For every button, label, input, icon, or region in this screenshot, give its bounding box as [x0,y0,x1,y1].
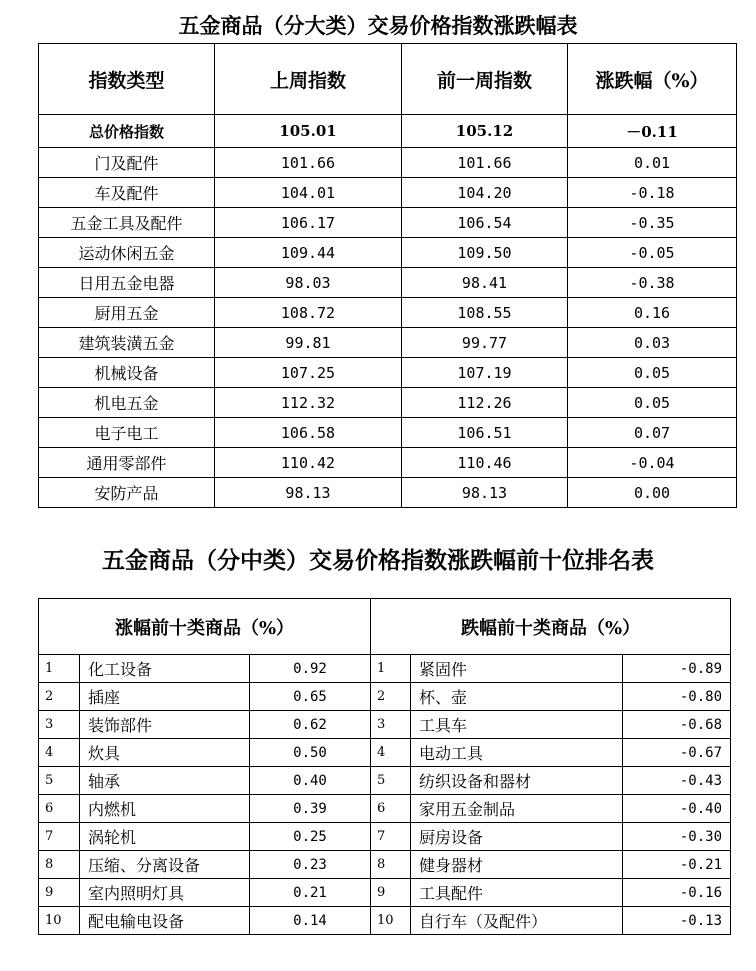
loser-name: 厨房设备 [411,823,623,851]
table-row [39,795,731,823]
gainer-value: 0.40 [250,767,371,795]
change-cell: -0.35 [568,208,737,238]
table-row [39,238,737,268]
loser-name: 家用五金制品 [411,795,623,823]
gainer-rank: 10 [39,907,80,935]
loser-name: 杯、壶 [411,683,623,711]
table1-title: 五金商品（分大类）交易价格指数涨跌幅表 [178,13,578,38]
prev-week-cell: 104.20 [402,178,568,208]
header-top-losers: 跌幅前十类商品（%） [371,599,731,655]
gainer-value: 0.25 [250,823,371,851]
loser-rank: 7 [371,823,411,851]
index-type-cell: 机电五金 [39,388,215,418]
table-row [39,298,737,328]
loser-value: -0.43 [623,767,731,795]
table-row [39,851,731,879]
gainer-value: 0.23 [250,851,371,879]
last-week-cell: 106.58 [215,418,402,448]
total-change: －0.11 [568,115,737,148]
gainer-name: 内燃机 [80,795,250,823]
prev-week-cell: 98.13 [402,478,568,508]
total-index-row [39,115,737,148]
index-type-cell: 运动休闲五金 [39,238,215,268]
last-week-cell: 110.42 [215,448,402,478]
table2-body [39,655,731,935]
prev-week-cell: 108.55 [402,298,568,328]
last-week-cell: 106.17 [215,208,402,238]
gainer-rank: 8 [39,851,80,879]
table-row [39,767,731,795]
prev-week-cell: 101.66 [402,148,568,178]
header-last-week: 上周指数 [215,44,402,115]
table-row [39,178,737,208]
loser-name: 健身器材 [411,851,623,879]
index-type-cell: 门及配件 [39,148,215,178]
gainer-value: 0.92 [250,655,371,683]
prev-week-cell: 99.77 [402,328,568,358]
loser-value: -0.67 [623,739,731,767]
change-cell: 0.03 [568,328,737,358]
loser-name: 工具配件 [411,879,623,907]
table2-header-row [39,599,731,655]
table-row [39,148,737,178]
index-type-cell: 厨用五金 [39,298,215,328]
total-index-label: 总价格指数 [39,115,215,148]
last-week-cell: 112.32 [215,388,402,418]
gainer-name: 涡轮机 [80,823,250,851]
gainer-rank: 3 [39,711,80,739]
index-type-cell: 安防产品 [39,478,215,508]
table-row [39,358,737,388]
table-row [39,328,737,358]
prev-week-cell: 107.19 [402,358,568,388]
loser-rank: 1 [371,655,411,683]
index-type-cell: 五金工具及配件 [39,208,215,238]
change-cell: 0.05 [568,388,737,418]
table2-title: 五金商品（分中类）交易价格指数涨跌幅前十位排名表 [102,547,654,574]
loser-rank: 10 [371,907,411,935]
table-row [39,478,737,508]
gainer-rank: 4 [39,739,80,767]
gainer-value: 0.39 [250,795,371,823]
loser-value: -0.68 [623,711,731,739]
change-cell: 0.16 [568,298,737,328]
change-cell: 0.05 [568,358,737,388]
index-type-cell: 日用五金电器 [39,268,215,298]
index-type-cell: 建筑装潢五金 [39,328,215,358]
gainer-rank: 9 [39,879,80,907]
loser-value: -0.16 [623,879,731,907]
index-type-cell: 车及配件 [39,178,215,208]
total-prev-week: 105.12 [402,115,568,148]
gainer-name: 炊具 [80,739,250,767]
gainer-rank: 7 [39,823,80,851]
gainer-name: 轴承 [80,767,250,795]
loser-rank: 9 [371,879,411,907]
gainer-name: 配电输电设备 [80,907,250,935]
header-change: 涨跌幅（%） [568,44,737,115]
header-prev-week: 前一周指数 [402,44,568,115]
index-type-cell: 电子电工 [39,418,215,448]
gainer-value: 0.65 [250,683,371,711]
prev-week-cell: 110.46 [402,448,568,478]
loser-rank: 2 [371,683,411,711]
table-row [39,208,737,238]
loser-name: 紧固件 [411,655,623,683]
loser-value: -0.21 [623,851,731,879]
table-row [39,655,731,683]
prev-week-cell: 98.41 [402,268,568,298]
prev-week-cell: 109.50 [402,238,568,268]
change-cell: -0.05 [568,238,737,268]
gainer-rank: 5 [39,767,80,795]
table-row [39,388,737,418]
gainer-rank: 1 [39,655,80,683]
ranking-table [38,598,731,935]
change-cell: -0.38 [568,268,737,298]
loser-value: -0.30 [623,823,731,851]
loser-value: -0.40 [623,795,731,823]
table-row [39,739,731,767]
index-type-cell: 机械设备 [39,358,215,388]
last-week-cell: 99.81 [215,328,402,358]
loser-rank: 5 [371,767,411,795]
loser-rank: 4 [371,739,411,767]
gainer-rank: 2 [39,683,80,711]
table1-header-row [39,44,737,115]
loser-value: -0.80 [623,683,731,711]
loser-rank: 8 [371,851,411,879]
table-row [39,268,737,298]
change-cell: 0.00 [568,478,737,508]
last-week-cell: 98.03 [215,268,402,298]
loser-value: -0.89 [623,655,731,683]
gainer-name: 化工设备 [80,655,250,683]
change-cell: -0.18 [568,178,737,208]
loser-rank: 6 [371,795,411,823]
table-row [39,448,737,478]
gainer-name: 压缩、分离设备 [80,851,250,879]
loser-rank: 3 [371,711,411,739]
index-type-cell: 通用零部件 [39,448,215,478]
loser-name: 电动工具 [411,739,623,767]
header-index-type: 指数类型 [39,44,215,115]
table-row [39,711,731,739]
table1-body [39,115,737,508]
loser-value: -0.13 [623,907,731,935]
last-week-cell: 104.01 [215,178,402,208]
loser-name: 工具车 [411,711,623,739]
prev-week-cell: 106.54 [402,208,568,238]
loser-name: 纺织设备和器材 [411,767,623,795]
gainer-value: 0.14 [250,907,371,935]
last-week-cell: 101.66 [215,148,402,178]
gainer-rank: 6 [39,795,80,823]
header-top-gainers: 涨幅前十类商品（%） [39,599,371,655]
table-row [39,907,731,935]
prev-week-cell: 112.26 [402,388,568,418]
change-cell: 0.07 [568,418,737,448]
gainer-name: 插座 [80,683,250,711]
change-cell: 0.01 [568,148,737,178]
last-week-cell: 98.13 [215,478,402,508]
total-last-week: 105.01 [215,115,402,148]
last-week-cell: 108.72 [215,298,402,328]
table-row [39,683,731,711]
prev-week-cell: 106.51 [402,418,568,448]
gainer-value: 0.21 [250,879,371,907]
loser-name: 自行车（及配件） [411,907,623,935]
gainer-value: 0.50 [250,739,371,767]
table-row [39,823,731,851]
gainer-name: 装饰部件 [80,711,250,739]
price-index-table [38,43,737,508]
table-row [39,879,731,907]
gainer-value: 0.62 [250,711,371,739]
change-cell: -0.04 [568,448,737,478]
last-week-cell: 107.25 [215,358,402,388]
gainer-name: 室内照明灯具 [80,879,250,907]
table-row [39,418,737,448]
last-week-cell: 109.44 [215,238,402,268]
